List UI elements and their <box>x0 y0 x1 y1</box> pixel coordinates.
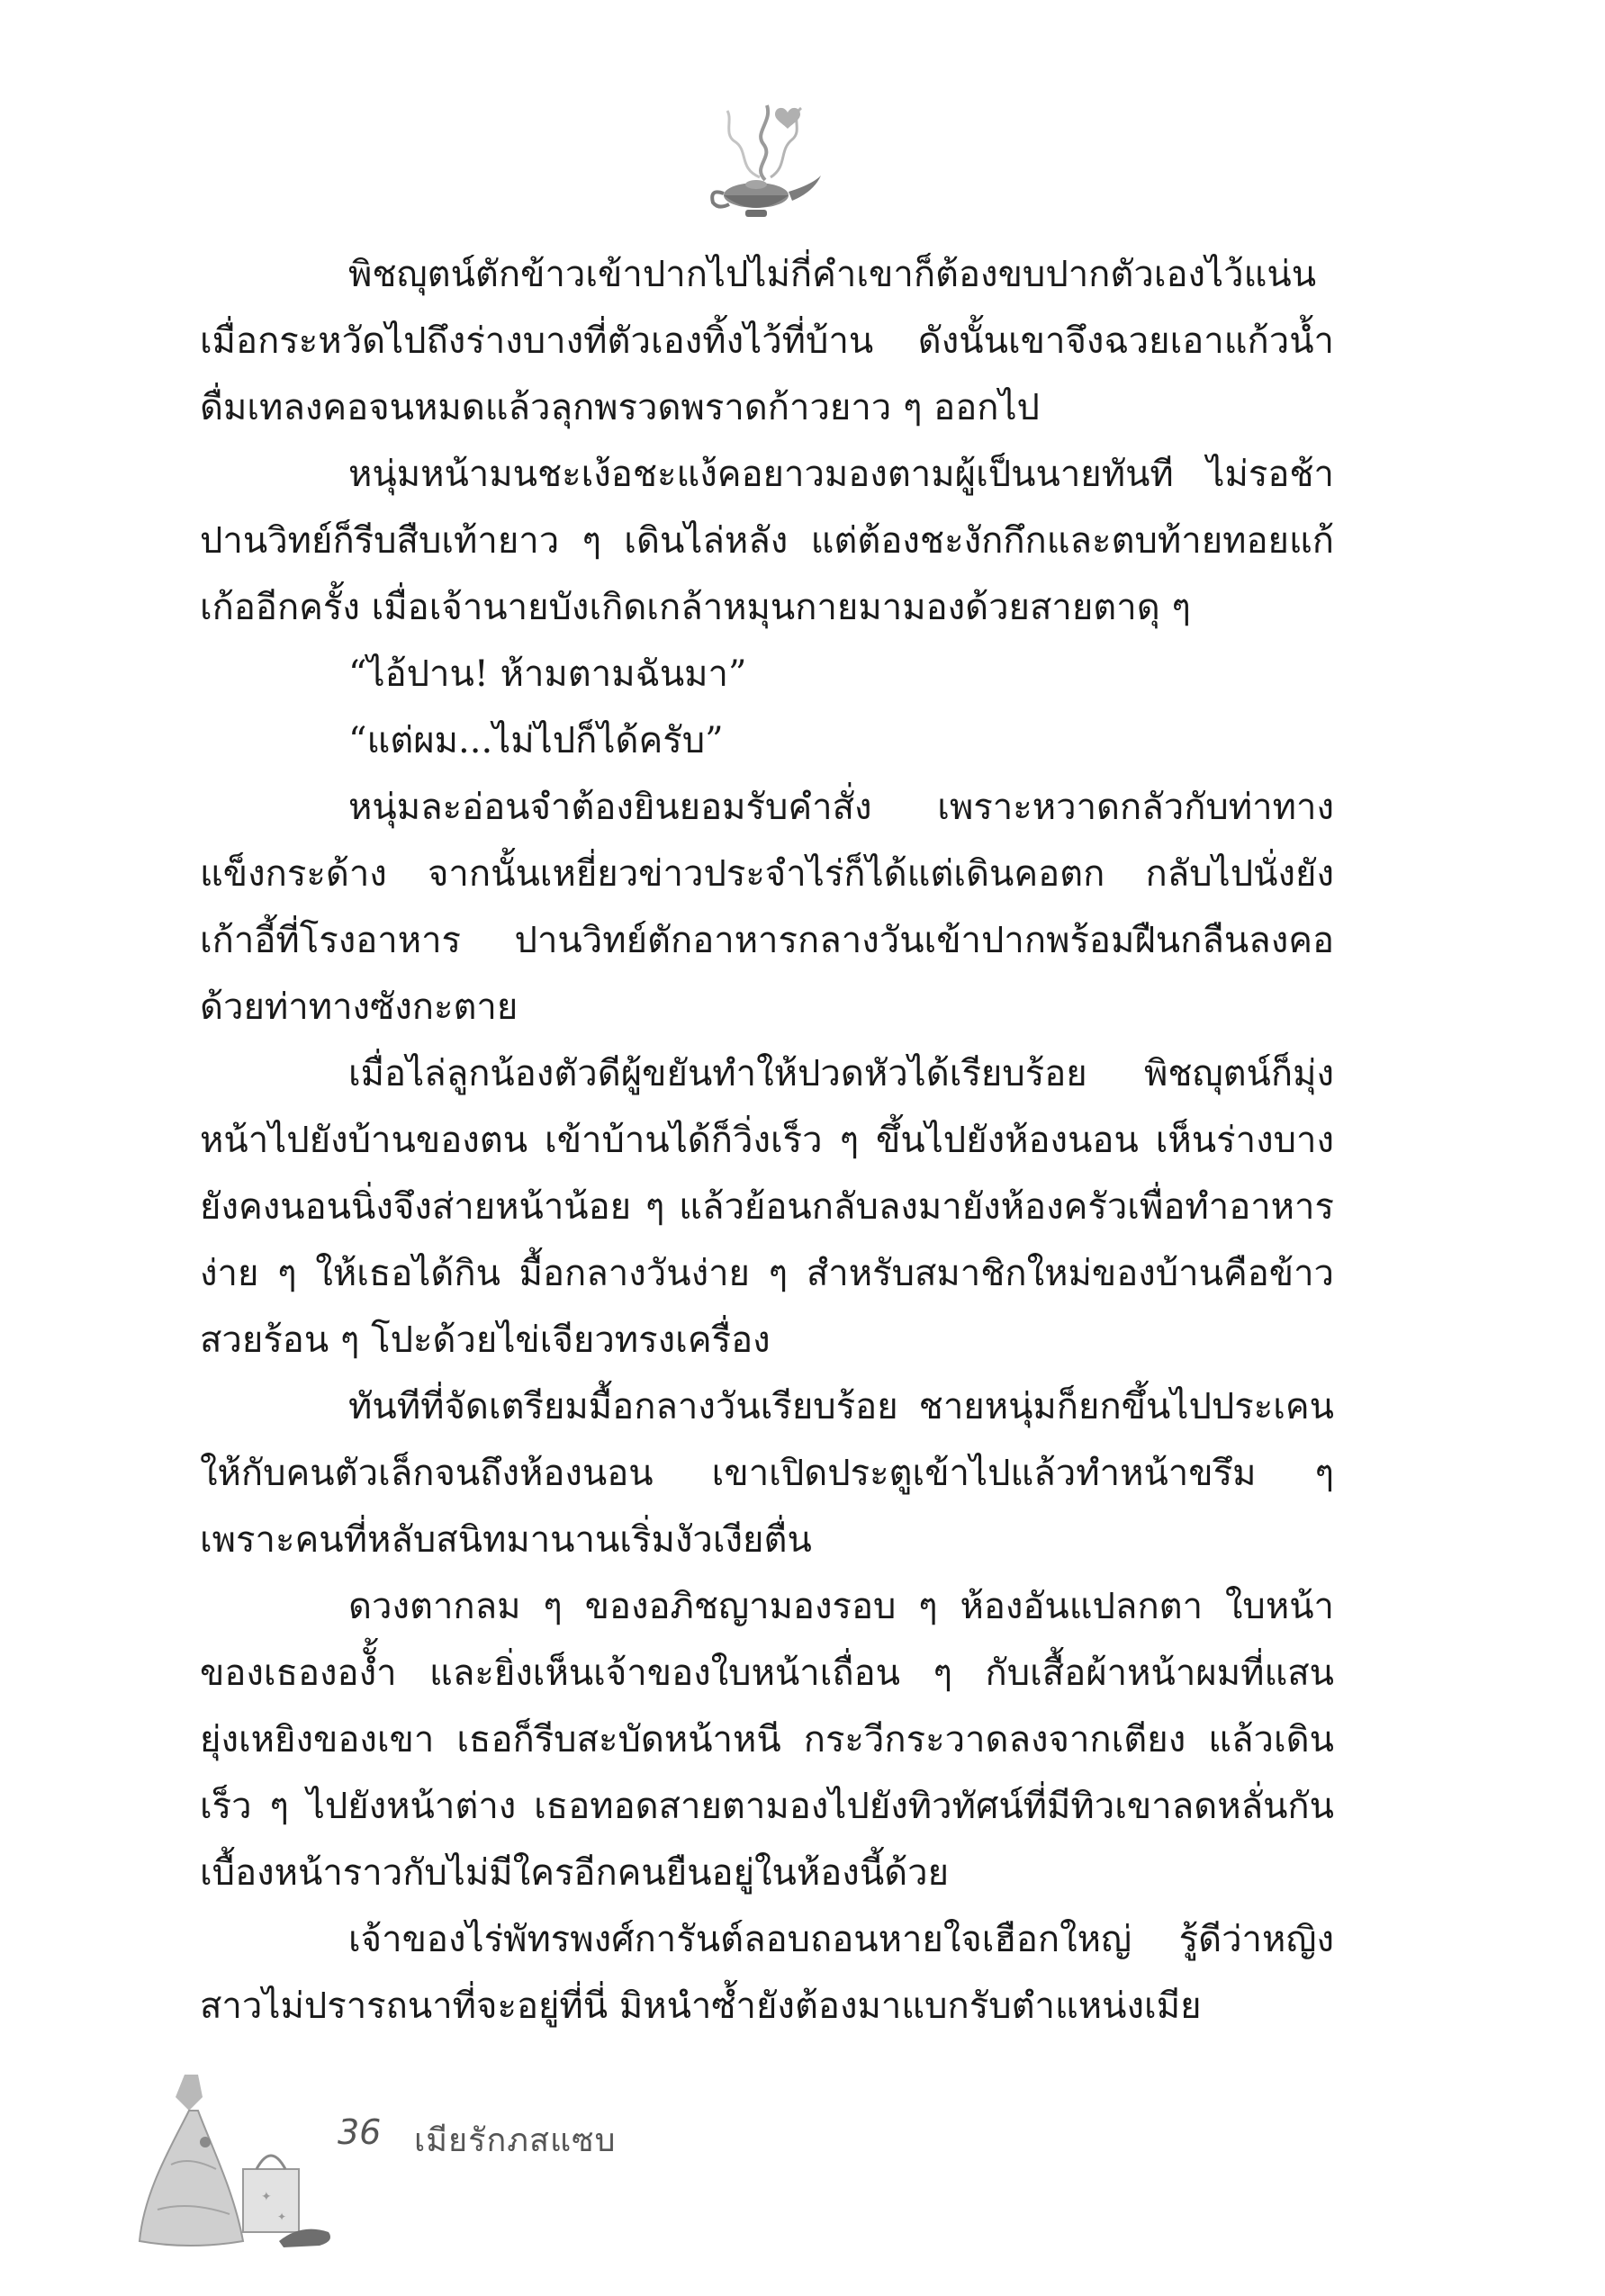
paragraph: พิชญุตน์ตักข้าวเข้าปากไปไม่กี่คำเขาก็ต้องขบปากตัวเองไว้แน่น เมื่อกระหวัดไปถึงร่างบางที่ตัวเองทิ้งไว้ที่บ้าน ดังนั้นเขาจึงฉวยเอาแก้วน้ำดื่มเทลงคอจนหมดแล้วลุกพรวดพราดก้าวยาว ๆ ออกไป <box>200 254 1334 428</box>
paragraph: ดวงตากลม ๆ ของอภิชญามองรอบ ๆ ห้องอันแปลกตา ใบหน้าของเธององั้ำ และยิ่งเห็นเจ้าของใบหน้าเถื่อน ๆ กับเสื้อผ้าหน้าผมที่แสนยุ่งเหยิงของเขา เธอก็รีบสะบัดหน้าหนี กระวีกระวาดลงจากเตียง แล้วเดินเร็ว ๆ ไปยังหน้าต่าง เธอทอดสายตามองไปยังทิวทัศน์ที่มีทิวเขาลดหลั่นกันเบื้องหน้าราวกับไม่มีใครอีกคนยืนอยู่ในห้องนี้ด้วย <box>200 1586 1334 1894</box>
body-text <box>200 241 1334 2039</box>
paragraph: ทันทีที่จัดเตรียมมื้อกลางวันเรียบร้อย ชายหนุ่มก็ยกขึ้นไปประเคนให้กับคนตัวเล็กจนถึงห้องนอน เขาเปิดประตูเข้าไปแล้วทำหน้าขรึม ๆ เพราะคนที่หลับสนิทมานานเริ่มงัวเงียตื่น <box>200 1386 1334 1561</box>
paragraph: เจ้าของไร่พัทรพงศ์การันต์ลอบถอนหายใจเฮือกใหญ่ รู้ดีว่าหญิงสาวไม่ปรารถนาที่จะอยู่ที่นี่ มิหนำซ้ำยังต้องมาแบกรับตำแหน่งเมีย <box>200 1919 1334 2027</box>
dress-shopping-bag-ornament-icon <box>135 2057 342 2255</box>
svg-text:✦: ✦ <box>277 2210 287 2223</box>
dialogue-line: “ไอ้ปาน! ห้ามตามฉันมา” <box>348 653 747 695</box>
book-title: เมียรักภสแซบ <box>414 2122 617 2159</box>
page-footer <box>135 2057 675 2255</box>
svg-text:✦: ✦ <box>261 2190 272 2204</box>
page-number: 36 <box>338 2112 382 2152</box>
genie-lamp-ornament-icon <box>702 95 828 230</box>
dialogue-line: “แต่ผม...ไม่ไปก็ได้ครับ” <box>348 720 724 761</box>
paragraph: หนุ่มละอ่อนจำต้องยินยอมรับคำสั่ง เพราะหวาดกลัวกับท่าทางแข็งกระด้าง จากนั้นเหยี่ยวข่าวประจำไร่ก็ได้แต่เดินคอตก กลับไปนั่งยังเก้าอี้ที่โรงอาหาร ปานวิทย์ตักอาหารกลางวันเข้าปากพร้อมฝืนกลืนลงคอด้วยท่าทางซังกะตาย <box>200 787 1334 1028</box>
paragraph: หนุ่มหน้ามนชะเง้อชะแง้คอยาวมองตามผู้เป็นนายทันที ไม่รอช้าปานวิทย์ก็รีบสืบเท้ายาว ๆ เดินไล่หลัง แต่ต้องชะงักกึกและตบท้ายทอยแก้เก้ออีกครั้ง เมื่อเจ้านายบังเกิดเกล้าหมุนกายมามองด้วยสายตาดุ ๆ <box>200 454 1334 628</box>
paragraph: เมื่อไล่ลูกน้องตัวดีผู้ขยันทำให้ปวดหัวได้เรียบร้อย พิชญุตน์ก็มุ่งหน้าไปยังบ้านของตน เข้าบ้านได้ก็วิ่งเร็ว ๆ ขึ้นไปยังห้องนอน เห็นร่างบางยังคงนอนนิ่งจึงส่ายหน้าน้อย ๆ แล้วย้อนกลับลงมายังห้องครัวเพื่อทำอาหารง่าย ๆ ให้เธอได้กิน มื้อกลางวันง่าย ๆ สำหรับสมาชิกใหม่ของบ้านคือข้าวสวยร้อน ๆ โปะด้วยไข่เจียวทรงเครื่อง <box>200 1053 1334 1361</box>
